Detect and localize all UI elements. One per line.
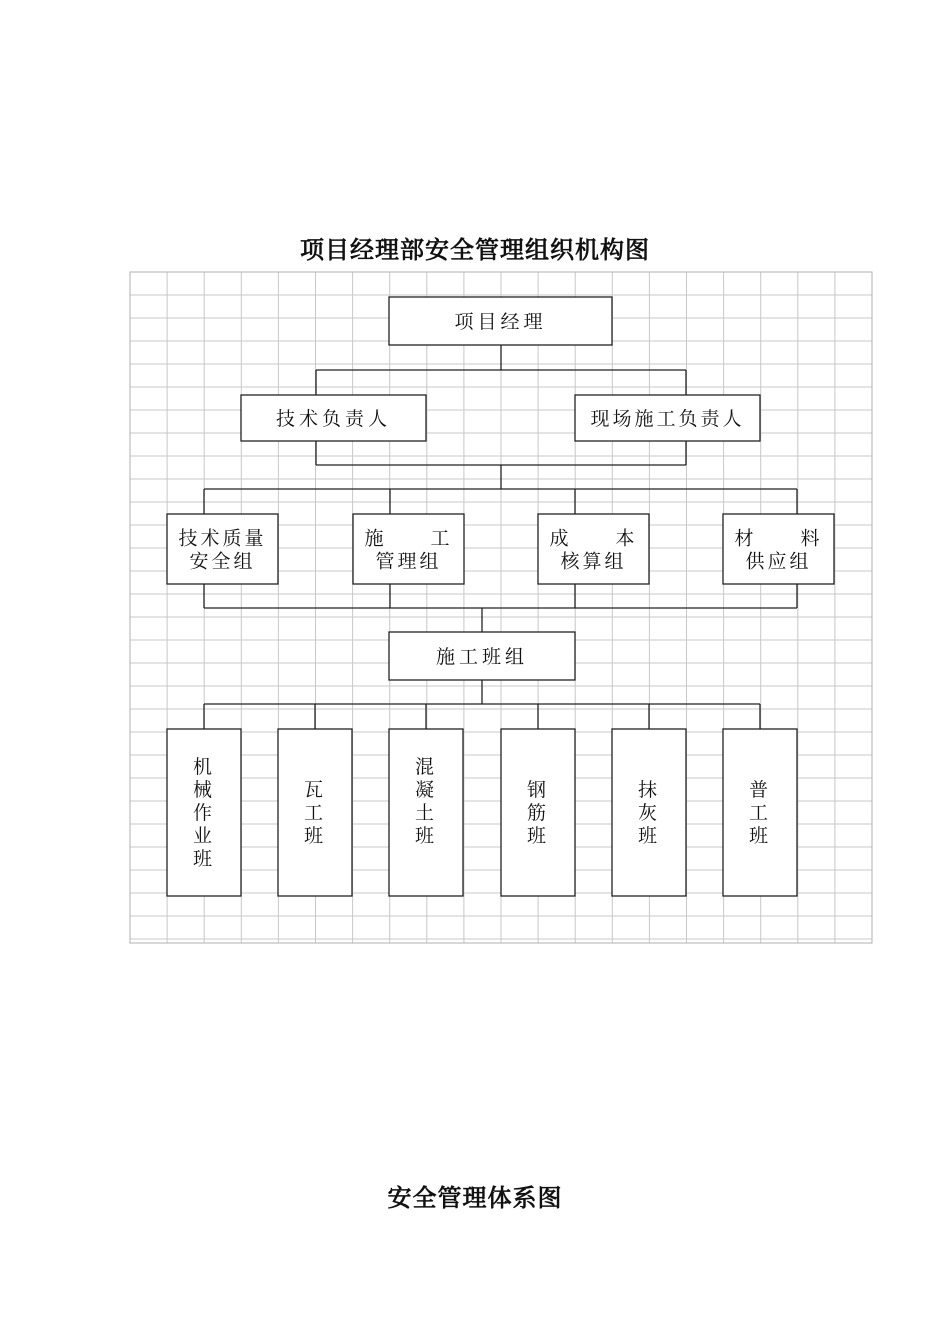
plastering-team-box-label: 班 bbox=[637, 825, 661, 847]
plastering-team-box-label: 灰 bbox=[637, 802, 661, 824]
general-labor-team-box-label: 普 bbox=[748, 779, 772, 801]
masonry-team-box-label: 班 bbox=[303, 825, 327, 847]
material-supply-group-box-label: 材 料 bbox=[734, 527, 823, 550]
concrete-team-box-label: 土 bbox=[414, 802, 438, 824]
machinery-team-box-label: 机 bbox=[192, 756, 216, 778]
machinery-team-box-label: 械 bbox=[192, 779, 216, 801]
project-manager-box-label: 项目经理 bbox=[454, 311, 547, 333]
construction-management-group-box-label: 管理组 bbox=[375, 550, 442, 573]
masonry-team-box-label: 工 bbox=[303, 802, 327, 824]
masonry-team-box-label: 瓦 bbox=[303, 779, 327, 801]
machinery-team-box-label: 班 bbox=[192, 848, 216, 870]
machinery-team-box-label: 业 bbox=[192, 825, 216, 847]
rebar-team-box-label: 筋 bbox=[526, 802, 550, 824]
concrete-team-box-label: 混 bbox=[414, 756, 438, 778]
tech-lead-box-label: 技术负责人 bbox=[275, 408, 392, 430]
material-supply-group-box-label: 供应组 bbox=[745, 550, 812, 573]
tech-quality-safety-group-box-label: 安全组 bbox=[189, 550, 256, 573]
concrete-team-box-label: 班 bbox=[414, 825, 438, 847]
rebar-team-box-label: 钢 bbox=[526, 779, 550, 801]
section-title: 安全管理体系图 bbox=[387, 1184, 563, 1212]
cost-accounting-group-box-label: 成 本 bbox=[549, 527, 638, 550]
machinery-team-box-label: 作 bbox=[192, 802, 216, 824]
general-labor-team-box-label: 工 bbox=[748, 802, 772, 824]
concrete-team-box-label: 凝 bbox=[414, 779, 438, 801]
rebar-team-box-label: 班 bbox=[526, 825, 550, 847]
cost-accounting-group-box-label: 核算组 bbox=[560, 550, 627, 573]
construction-crew-box-label: 施工班组 bbox=[435, 646, 529, 668]
diagram-title: 项目经理部安全管理组织机构图 bbox=[300, 236, 650, 264]
tech-quality-safety-group-box-label: 技术质量 bbox=[178, 527, 267, 550]
plastering-team-box-label: 抹 bbox=[637, 779, 661, 801]
general-labor-team-box-label: 班 bbox=[748, 825, 772, 847]
construction-management-group-box-label: 施 工 bbox=[364, 527, 453, 550]
site-lead-box-label: 现场施工负责人 bbox=[590, 408, 745, 430]
